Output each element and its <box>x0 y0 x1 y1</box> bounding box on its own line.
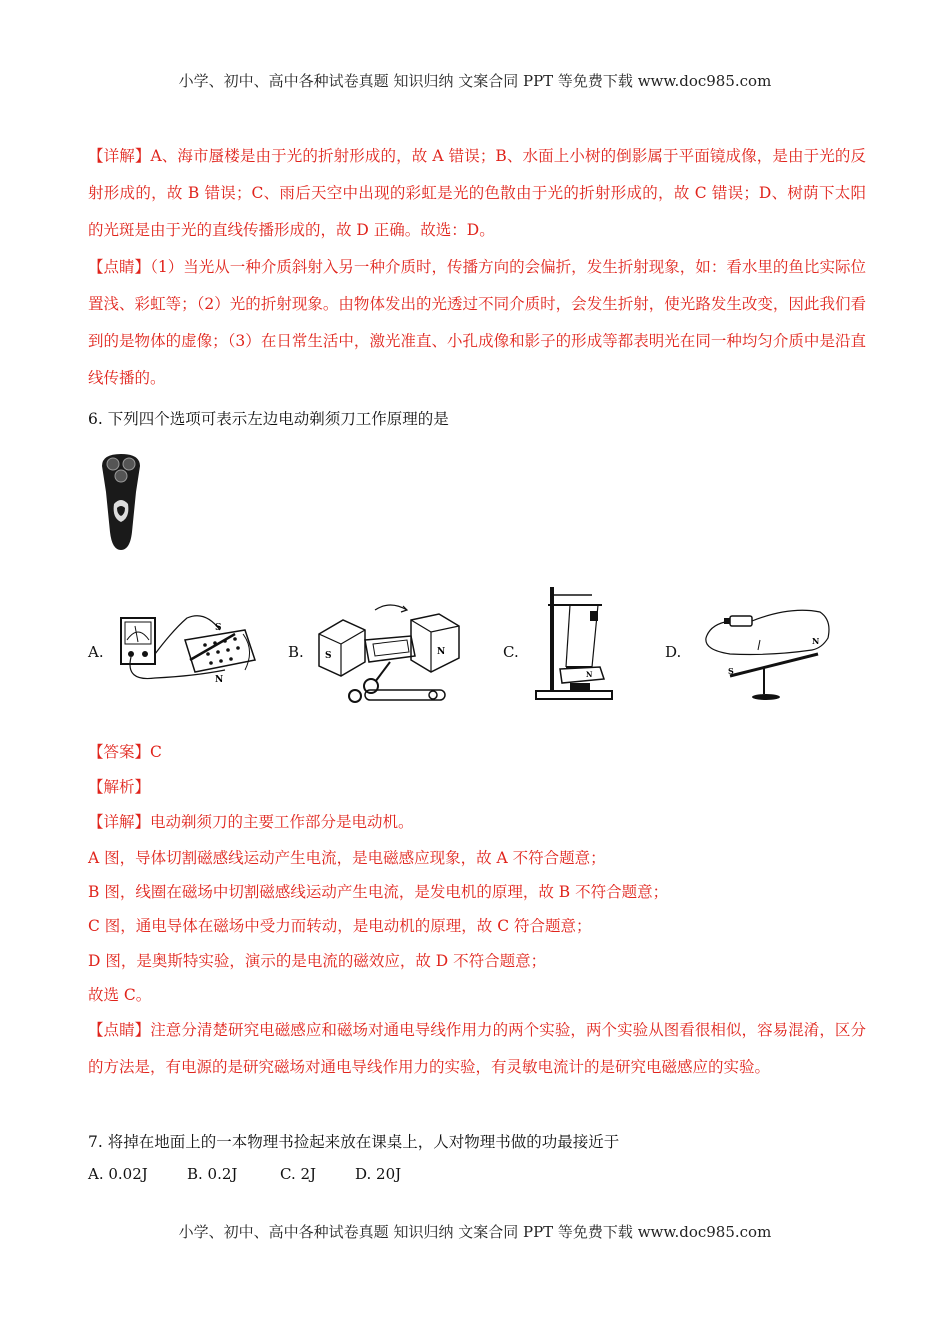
q6-analysis-tag: 【解析】 <box>88 778 151 796</box>
figure-a-label-n: N <box>215 675 224 685</box>
q6-line-c: C 图，通电导体在磁场中受力而转动，是电动机的原理，故 C 符合题意； <box>88 917 592 935</box>
figure-a-label-s: S <box>215 623 222 633</box>
q5-detail-text: A、海市蜃楼是由于光的折射形成的，故 A 错误；B、水面上小树的倒影属于平面镜成像，是由于光的反射形成的，故 B 错误；C、雨后天空中出现的彩虹是光的色散由于光的折射形成的，故 C 错误；D、树荫下太阳的光斑是由于光的直线传播形成的，故 D 正确。故选：D。 <box>88 147 866 239</box>
figure-b-generator <box>315 600 465 710</box>
q7-option-c: C. 2J <box>280 1165 317 1183</box>
q6-answer <box>88 740 162 762</box>
q6-option-c-label: C. <box>503 643 519 661</box>
q6-answer-value: C <box>150 743 162 761</box>
q6-option-a-label: A. <box>88 643 104 661</box>
q5-detail <box>88 138 866 249</box>
q6-detail-tag: 【详解】 <box>88 813 151 831</box>
q7-option-b: B. 0.2J <box>187 1165 238 1183</box>
q7-option-d: D. 20J <box>355 1165 402 1183</box>
q5-note-text: （1）当光从一种介质斜射入另一种介质时，传播方向的会偏折，发生折射现象，如：看水里的鱼比实际位置浅、彩虹等；（2）光的折射现象。由物体发出的光透过不同介质时，会发生折射，使光路发生改变，因此我们看到的是物体的虚像；（3）在日常生活中，激光准直、小孔成像和影子的形成等都表明光在同一种均匀介质中是沿直线传播的。 <box>88 258 866 387</box>
figure-d-label-s: S <box>728 666 734 676</box>
page-header: 小学、初中、高中各种试卷真题 知识归纳 文案合同 PPT 等免费下载 www.doc985.com <box>178 72 772 90</box>
q6-note <box>88 1012 866 1086</box>
electric-shaver-image <box>98 452 144 552</box>
q6-line-a: A 图，导体切割磁感线运动产生电流，是电磁感应现象，故 A 不符合题意； <box>88 849 606 867</box>
q6-line-b: B 图，线圈在磁场中切割磁感线运动产生电流，是发电机的原理，故 B 不符合题意； <box>88 883 669 901</box>
q6-line-d: D 图，是奥斯特实验，演示的是电流的磁效应，故 D 不符合题意； <box>88 952 547 970</box>
figure-c-label-n: N <box>586 670 593 679</box>
figure-d-label-n: N <box>812 636 820 646</box>
q6-option-d-label: D. <box>665 643 682 661</box>
q6-detail-text: 电动剃须刀的主要工作部分是电动机。 <box>150 813 414 831</box>
figure-c-motor-principle <box>530 583 620 701</box>
q5-detail-tag: 【详解】 <box>88 147 151 165</box>
q6-answer-tag: 【答案】 <box>88 743 151 761</box>
q6-note-text: 注意分清楚研究电磁感应和磁场对通电导线作用力的两个实验，两个实验从图看很相似，容易混淆，区分的方法是，有电源的是研究磁场对通电导线作用力的实验，有灵敏电流计的是研究电磁感应的实验。 <box>88 1021 866 1076</box>
q6-option-b-label: B. <box>288 643 304 661</box>
figure-a-electromagnetic-induction <box>115 610 265 690</box>
figure-b-label-s: S <box>325 651 332 661</box>
q6-line-choice: 故选 C。 <box>88 986 152 1004</box>
q6-note-tag: 【点睛】 <box>88 1021 151 1039</box>
figure-d-oersted-experiment <box>700 598 840 708</box>
q7-stem: 7. 将掉在地面上的一本物理书捡起来放在课桌上，人对物理书做的功最接近于 <box>88 1133 620 1151</box>
q6-detail <box>88 810 414 832</box>
page-footer: 小学、初中、高中各种试卷真题 知识归纳 文案合同 PPT 等免费下载 www.doc985.com <box>178 1223 772 1241</box>
figure-b-label-n: N <box>437 647 446 657</box>
q7-option-a: A. 0.02J <box>88 1165 148 1183</box>
q6-stem: 6. 下列四个选项可表示左边电动剃须刀工作原理的是 <box>88 410 449 428</box>
q5-note-tag: 【点睛】 <box>88 258 151 276</box>
q5-note <box>88 249 866 397</box>
